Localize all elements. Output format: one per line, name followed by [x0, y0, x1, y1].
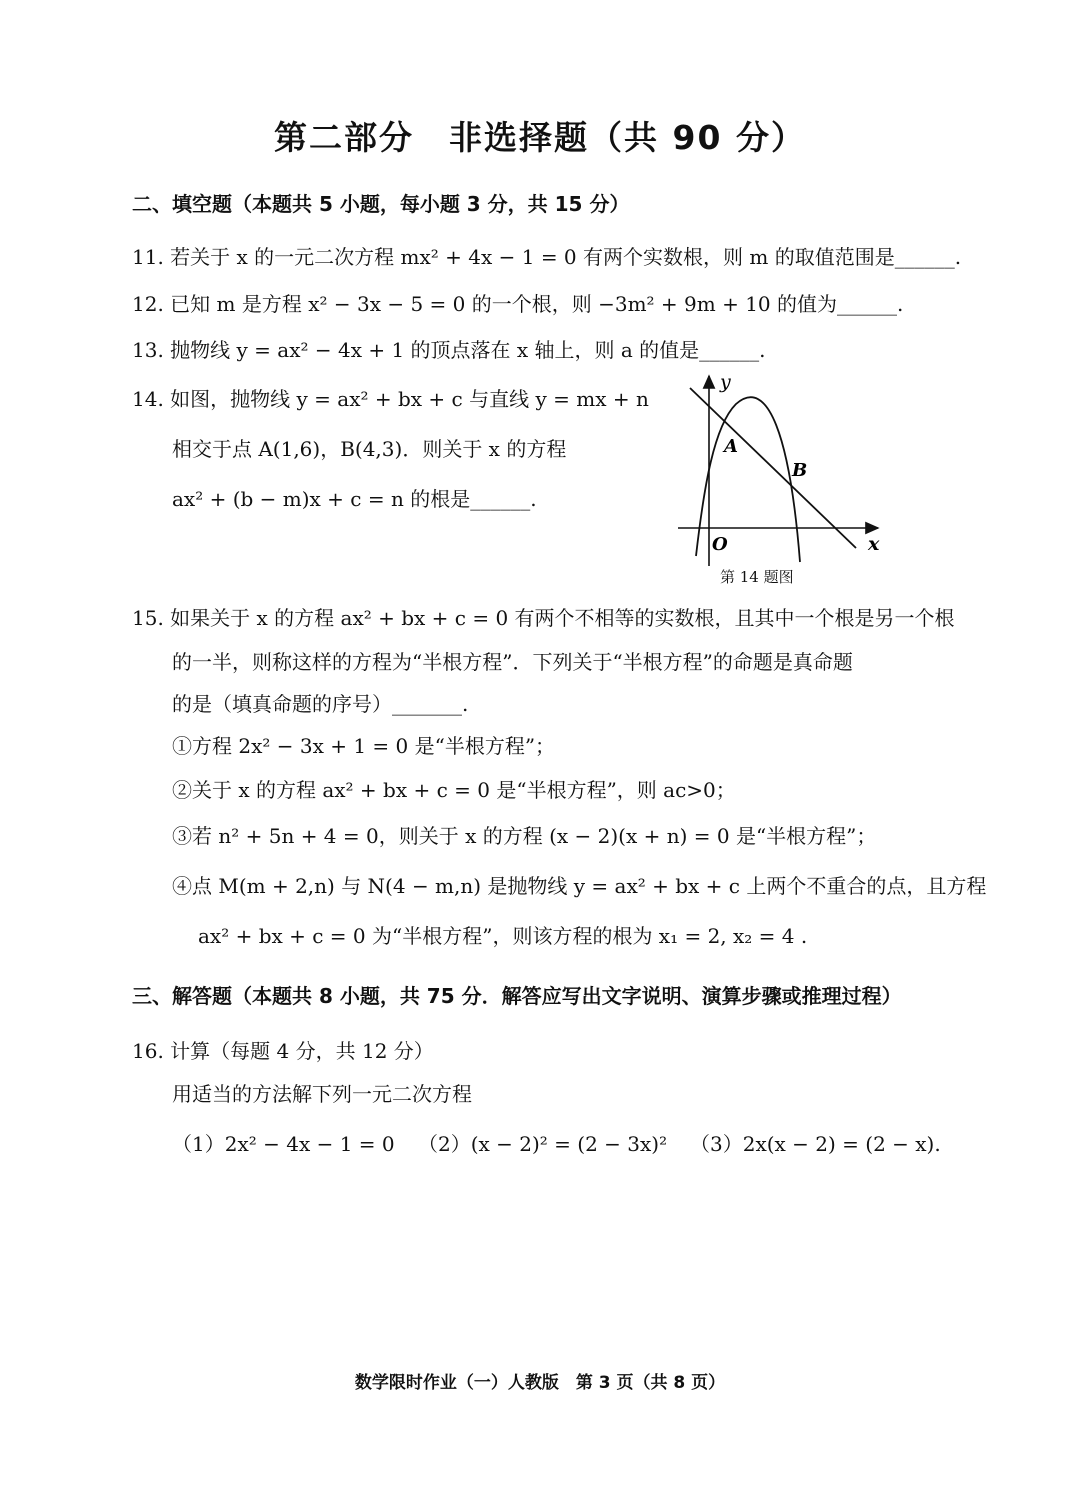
question-14-figure [668, 366, 898, 592]
question-15-option-3: ③若 n² + 5n + 4 = 0，则关于 x 的方程 (x − 2)(x + n) = 0 是“半根方程”； [172, 824, 877, 848]
question-number: 12. [132, 292, 164, 316]
question-14-line2: 相交于点 A(1,6)，B(4,3)．则关于 x 的方程 [172, 437, 567, 461]
figure-caption: 第 14 题图 [720, 568, 794, 586]
question-12 [132, 290, 903, 318]
parabola-line-graph [668, 366, 898, 592]
question-number: 14. [132, 387, 164, 411]
question-16-part-1: （1）2x² − 4x − 1 = 0 [172, 1132, 395, 1156]
origin-label: O [712, 534, 728, 555]
question-15-line1 [132, 604, 955, 632]
question-text: 抛物线 y = ax² − 4x + 1 的顶点落在 x 轴上，则 a 的值是______. [170, 338, 766, 362]
question-number: 15. [132, 606, 164, 630]
question-text: 计算（每题 4 分，共 12 分） [170, 1039, 434, 1063]
page-footer: 数学限时作业（一）人教版 第 3 页（共 8 页） [354, 1373, 726, 1393]
question-15-option-2: ②关于 x 的方程 ax² + bx + c = 0 是“半根方程”，则 ac>0； [172, 778, 736, 802]
question-text: 若关于 x 的一元二次方程 mx² + 4x − 1 = 0 有两个实数根，则 m 的取值范围是______. [170, 245, 962, 269]
point-b-label: B [792, 460, 808, 481]
question-text: 如果关于 x 的方程 ax² + bx + c = 0 有两个不相等的实数根，且其中一个根是另一个根 [170, 606, 955, 630]
question-number: 13. [132, 338, 164, 362]
question-14-line3: ax² + (b − m)x + c = n 的根是______. [172, 487, 537, 511]
question-16-part-2: （2）(x − 2)² = (2 − 3x)² [418, 1132, 668, 1156]
question-13 [132, 336, 766, 364]
page-title: 第二部分 非选择题（共 90 分） [274, 118, 806, 157]
section-fill-in-heading: 二、填空题（本题共 5 小题，每小题 3 分，共 15 分） [132, 192, 630, 216]
question-15-option-4a: ④点 M(m + 2,n) 与 N(4 − m,n) 是抛物线 y = ax² + bx + c 上两个不重合的点，且方程 [172, 874, 987, 898]
question-11 [132, 243, 961, 271]
point-a-label: A [724, 436, 738, 457]
y-axis-label: y [720, 371, 731, 393]
section-answer-heading: 三、解答题（本题共 8 小题，共 75 分．解答应写出文字说明、演算步骤或推理过程） [132, 984, 902, 1008]
question-text: 已知 m 是方程 x² − 3x − 5 = 0 的一个根，则 −3m² + 9m + 10 的值为______. [170, 292, 904, 316]
x-axis-label: x [868, 533, 880, 555]
question-15-option-4b: ax² + bx + c = 0 为“半根方程”，则该方程的根为 x₁ = 2, x₂ = 4 . [198, 924, 808, 948]
question-number: 16. [132, 1039, 164, 1063]
question-16-part-3: （3）2x(x − 2) = (2 − x). [690, 1132, 941, 1156]
question-16-line1 [132, 1037, 434, 1065]
question-15-line3: 的是（填真命题的序号）_______. [172, 692, 469, 716]
question-15-option-1: ①方程 2x² − 3x + 1 = 0 是“半根方程”； [172, 734, 556, 758]
question-text: 如图，抛物线 y = ax² + bx + c 与直线 y = mx + n [170, 387, 649, 411]
question-15-line2: 的一半，则称这样的方程为“半根方程”．下列关于“半根方程”的命题是真命题 [172, 650, 853, 674]
question-16-line2: 用适当的方法解下列一元二次方程 [172, 1082, 472, 1106]
question-14-line1 [132, 385, 649, 413]
question-number: 11. [132, 245, 164, 269]
straight-line [690, 388, 856, 548]
